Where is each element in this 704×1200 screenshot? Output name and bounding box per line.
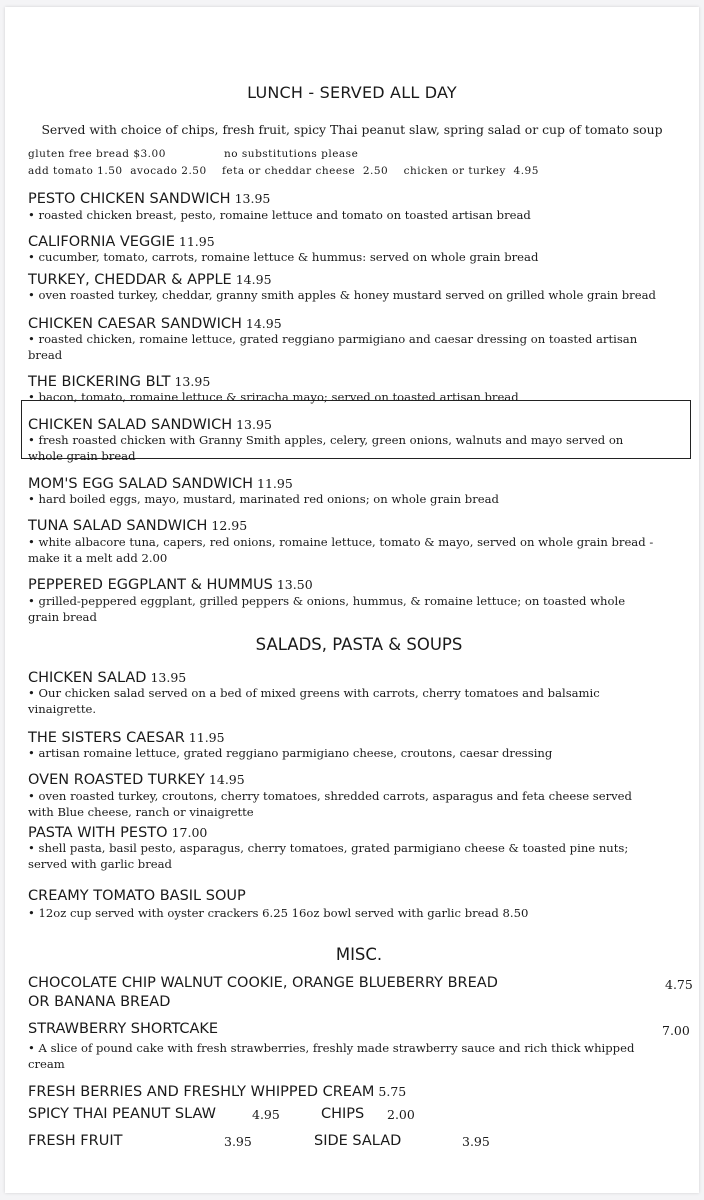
- item-name: THE SISTERS CAESAR: [28, 730, 185, 746]
- item-price: 13.95: [150, 670, 187, 685]
- item-price: 13.50: [276, 577, 313, 592]
- item-price: 11.95: [178, 234, 215, 249]
- item-name: FRESH BERRIES AND FRESHLY WHIPPED CREAM: [28, 1084, 375, 1100]
- addons-note: add tomato 1.50 avocado 2.50 feta or cheddar cheese 2.50 chicken or turkey 4.95: [28, 165, 539, 177]
- misc-title: MISC.: [335, 945, 383, 964]
- chips-price: 2.00: [387, 1107, 415, 1122]
- item-name: TUNA SALAD SANDWICH: [28, 518, 208, 534]
- side-salad-price: 3.95: [462, 1134, 490, 1149]
- item-name: MOM'S EGG SALAD SANDWICH: [28, 476, 254, 492]
- item-price: 13.95: [234, 191, 271, 206]
- item-description: • shell pasta, basil pesto, asparagus, cherry tomatoes, grated parmigiano cheese & toasted pine nuts; served with garlic bread: [28, 841, 629, 871]
- menu-item: [28, 667, 186, 686]
- item-description: • grilled-peppered eggplant, grilled peppers & onions, hummus, & romaine lettuce; on toasted whole grain bread: [28, 594, 626, 624]
- menu-item: [28, 574, 313, 593]
- item-price: 13.95: [236, 417, 272, 432]
- item-description: • roasted chicken breast, pesto, romaine lettuce and tomato on toasted artisan bread: [28, 208, 531, 222]
- item-description: • fresh roasted chicken with Granny Smith apples, celery, green onions, walnuts and mayo served on whole grain bread: [28, 433, 624, 463]
- menu-item: [28, 231, 215, 250]
- menu-item: [28, 515, 247, 534]
- menu-item: [28, 769, 245, 788]
- no-substitutions-note: no substitutions please: [224, 148, 359, 160]
- lunch-title: LUNCH - SERVED ALL DAY: [247, 83, 457, 102]
- fruit-name: FRESH FRUIT: [28, 1133, 123, 1149]
- item-price: 12.95: [211, 518, 248, 533]
- item-name: CREAMY TOMATO BASIL SOUP: [28, 888, 246, 904]
- menu-item: [28, 727, 225, 746]
- salads-title: SALADS, PASTA & SOUPS: [255, 635, 463, 654]
- menu-item: [28, 822, 207, 841]
- item-description: • oven roasted turkey, croutons, cherry tomatoes, shredded carrots, asparagus and feta cheese served with Blue cheese, ranch or vinaigrette: [28, 789, 632, 819]
- item-price: 11.95: [257, 476, 293, 491]
- slaw-name: SPICY THAI PEANUT SLAW: [28, 1106, 216, 1122]
- baked-goods-line-2: OR BANANA BREAD: [28, 994, 171, 1010]
- shortcake-price: 7.00: [662, 1023, 690, 1038]
- shortcake-description: • A slice of pound cake with fresh strawberries, freshly made strawberry sauce and rich thick whipped cream: [28, 1041, 635, 1071]
- item-price: 14.95: [208, 772, 245, 787]
- item-description: • hard boiled eggs, mayo, mustard, marinated red onions; on whole grain bread: [28, 492, 499, 506]
- menu-item: [28, 885, 246, 904]
- item-name: CHICKEN SALAD SANDWICH: [28, 417, 233, 433]
- item-description: • white albacore tuna, capers, red onions, romaine lettuce, tomato & mayo, served on whole grain bread - make it a melt add 2.00: [28, 535, 654, 565]
- item-name: PESTO CHICKEN SANDWICH: [28, 191, 231, 207]
- item-price: 11.95: [188, 730, 225, 745]
- lunch-intro: Served with choice of chips, fresh fruit, spicy Thai peanut slaw, spring salad or cup of tomato soup: [41, 122, 663, 137]
- menu-item: [28, 473, 293, 492]
- shortcake-name: STRAWBERRY SHORTCAKE: [28, 1021, 219, 1037]
- item-description: • artisan romaine lettuce, grated reggiano parmigiano cheese, croutons, caesar dressing: [28, 746, 553, 760]
- menu-item: [28, 371, 210, 390]
- gluten-free-note: gluten free bread $3.00: [28, 148, 166, 160]
- item-name: PASTA WITH PESTO: [28, 825, 168, 841]
- item-description: • cucumber, tomato, carrots, romaine lettuce & hummus: served on whole grain bread: [28, 250, 539, 264]
- menu-item: [28, 313, 282, 332]
- item-name: CHICKEN CAESAR SANDWICH: [28, 316, 242, 332]
- chips-name: CHIPS: [321, 1106, 365, 1122]
- menu-item: [28, 1081, 406, 1100]
- item-description: • 12oz cup served with oyster crackers 6.25 16oz bowl served with garlic bread 8.50: [28, 906, 529, 920]
- baked-goods-line-1: CHOCOLATE CHIP WALNUT COOKIE, ORANGE BLUEBERRY BREAD: [28, 975, 498, 991]
- baked-goods-price: 4.75: [665, 977, 693, 992]
- item-price: 13.95: [174, 374, 211, 389]
- item-price: 14.95: [245, 316, 282, 331]
- item-description: • oven roasted turkey, cheddar, granny smith apples & honey mustard served on grilled whole grain bread: [28, 288, 656, 302]
- item-name: CHICKEN SALAD: [28, 670, 147, 686]
- item-description: • roasted chicken, romaine lettuce, grated reggiano parmigiano and caesar dressing on toasted artisan bread: [28, 332, 638, 362]
- item-price: 17.00: [171, 825, 208, 840]
- item-name: THE BICKERING BLT: [28, 374, 171, 390]
- menu-item: [28, 269, 272, 288]
- item-name: TURKEY, CHEDDAR & APPLE: [28, 272, 232, 288]
- item-description: • bacon, tomato, romaine lettuce & sriracha mayo; served on toasted artisan bread: [28, 390, 519, 404]
- item-price: 14.95: [235, 272, 272, 287]
- item-price: 5.75: [378, 1084, 407, 1099]
- item-description: • Our chicken salad served on a bed of mixed greens with carrots, cherry tomatoes and balsamic vinaigrette.: [28, 686, 600, 716]
- item-name: CALIFORNIA VEGGIE: [28, 234, 175, 250]
- menu-item: [28, 188, 270, 207]
- item-name: OVEN ROASTED TURKEY: [28, 772, 205, 788]
- fruit-price: 3.95: [224, 1134, 252, 1149]
- slaw-price: 4.95: [252, 1107, 280, 1122]
- item-name: PEPPERED EGGPLANT & HUMMUS: [28, 577, 273, 593]
- menu-item: [28, 414, 272, 433]
- side-salad-name: SIDE SALAD: [314, 1133, 402, 1149]
